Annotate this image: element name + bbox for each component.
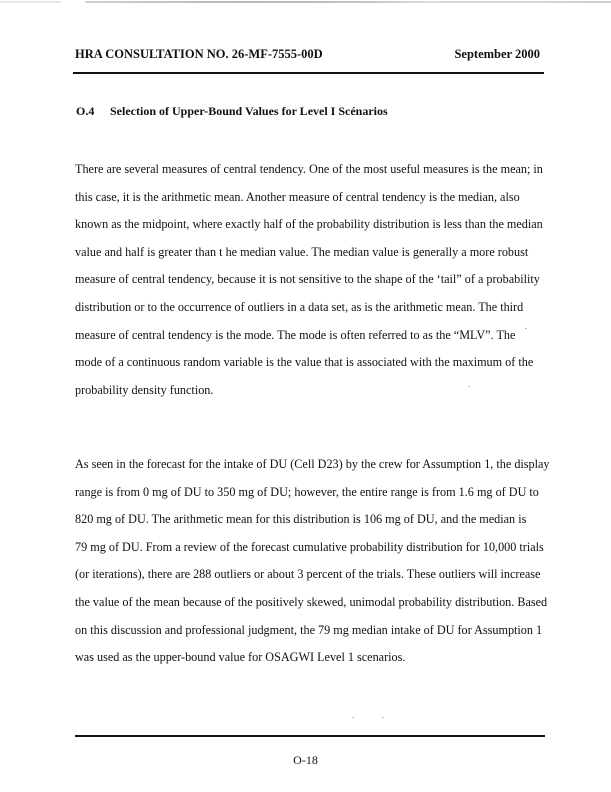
section-title: Selection of Upper-Bound Values for Level I Scénarios [110, 104, 388, 118]
text-line: mode of a continuous random variable is the value that is associated with the maximum of the [75, 355, 534, 370]
scan-speck [352, 717, 354, 718]
scan-speck [468, 386, 470, 387]
text-line: on this discussion and professional judgment, the 79 mg median intake of DU for Assumption 1 [75, 622, 543, 637]
page-number: O-18 [293, 753, 318, 767]
page-header [75, 47, 540, 67]
scan-speck [382, 717, 384, 718]
text-line: this case, it is the arithmetic mean. Another measure of central tendency is the median, also [75, 189, 520, 204]
scan-speck [525, 328, 527, 329]
text-line: range is from 0 mg of DU to 350 mg of DU; however, the entire range is from 1.6 mg of DU to [75, 484, 539, 499]
text-line: (or iterations), there are 288 outliers or about 3 percent of the trials. These outliers will increase [75, 567, 541, 582]
text-line: measure of central tendency, because it is not sensitive to the shape of the ‘tail” of a probability [75, 272, 540, 287]
section-number: O.4 [76, 104, 95, 118]
text-line: 820 mg of DU. The arithmetic mean for this distribution is 106 mg of DU, and the median is [75, 512, 527, 527]
paragraph-du-intake-forecast [75, 451, 550, 672]
text-line: the value of the mean because of the positively skewed, unimodal probability distribution. Based [75, 594, 548, 609]
document-id: HRA CONSULTATION NO. 26-MF-7555-00D [75, 47, 323, 61]
text-line: value and half is greater than t he median value. The median value is generally a more robust [75, 244, 529, 259]
section-heading [76, 104, 388, 119]
scan-artifact-top-edge [0, 1, 611, 3]
document-date: September 2000 [454, 47, 540, 61]
text-line: measure of central tendency is the mode. The mode is often referred to as the “MLV”. The [75, 327, 516, 342]
text-line: was used as the upper-bound value for OSAGWI Level 1 scenarios. [75, 650, 406, 665]
footer-rule [75, 735, 545, 737]
paragraph-central-tendency [75, 156, 545, 404]
text-line: 79 mg of DU. From a review of the forecast cumulative probability distribution for 10,000 trials [75, 539, 544, 554]
text-line: As seen in the forecast for the intake of DU (Cell D23) by the crew for Assumption 1, the display [75, 457, 550, 471]
text-line: distribution or to the occurrence of outliers in a data set, as is the arithmetic mean. The third [75, 299, 524, 314]
header-rule [73, 72, 544, 74]
text-line: probability density function. [75, 382, 214, 397]
text-line: There are several measures of central tendency. One of the most useful measures is the mean; in [75, 162, 543, 176]
text-line: known as the midpoint, where exactly half of the probability distribution is less than the median [75, 217, 543, 232]
